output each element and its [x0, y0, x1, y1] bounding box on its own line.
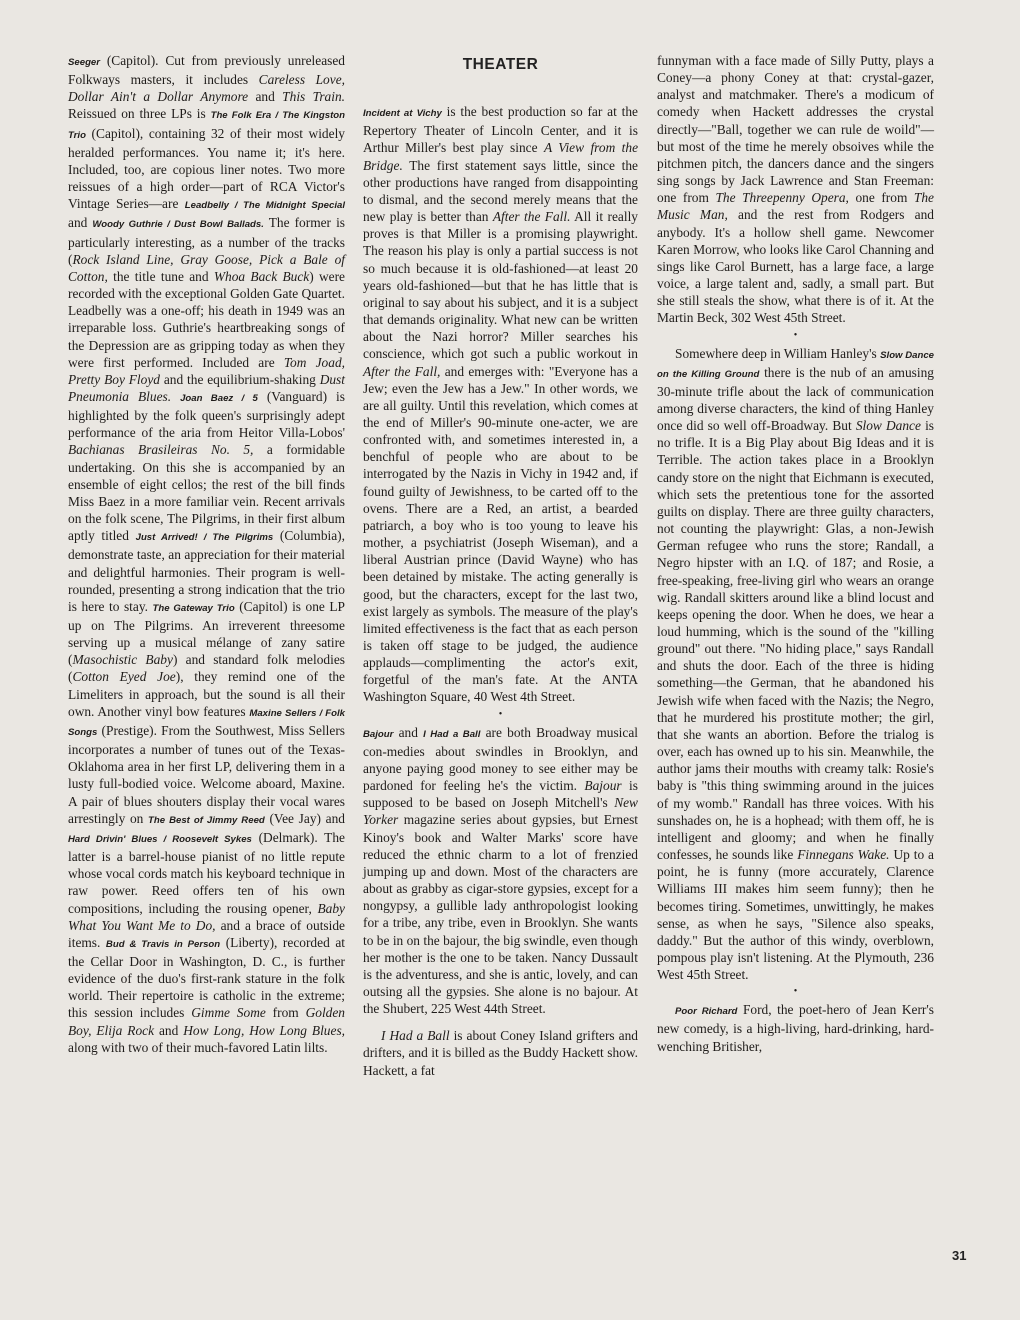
page-number: 31	[952, 1248, 967, 1263]
body-text: are both Broadway musical con-medies about swindles in Brooklyn, and anyone paying good money to see either may be pardoned for feeling he's the victim.	[363, 724, 639, 794]
body-text: is the best production so far at the Repertory Theater of Lincoln Center, and it is Arthur Miller's best play since	[363, 104, 638, 156]
work-title-label: Maxine Sellers / Folk Songs	[68, 707, 345, 738]
body-text	[171, 389, 180, 404]
italic-title: A View from the Bridge.	[363, 140, 639, 173]
body-text: (Vee Jay) and	[264, 810, 345, 826]
body-text: (Prestige). From the Southwest, Miss Sellers incorporates a number of tunes out of the Texas-Oklahoma area in her first LP, delivering them in a lusty full-bodied voice. Welcome aboard, Maxine. A pair of blues shouters display their vocal wares arrestingly on	[68, 722, 345, 826]
body-text: ) were recorded with the exceptional Golden Gate Quartet. Leadbelly was a one-off; his death in 1949 was an irreparable loss. Guthrie's heartbreaking songs of the Depression are as gripping today as when they were first performed. Included are	[68, 268, 346, 370]
italic-title: Careless Love, Dollar Ain't a Dollar Anymore	[68, 72, 345, 105]
italic-title: Bachianas Brasileiras No. 5,	[68, 442, 254, 458]
body-text: (Capitol) is one LP up on The Pilgrims. An irreverent threesome serving up a musical mélange of zany satire (	[68, 598, 346, 668]
italic-title: Slow Dance	[855, 418, 921, 434]
italic-title: After the Fall,	[363, 363, 441, 379]
work-title-label: The Gateway Trio	[152, 602, 235, 614]
work-title-label: The Best of Jimmy Reed	[148, 814, 265, 826]
italic-title: Gimme Some	[191, 1005, 266, 1021]
separator-dot: •	[793, 329, 798, 341]
i-had-a-ball-review	[363, 1027, 638, 1078]
italic-title: Bajour	[584, 778, 622, 794]
separator-dot: •	[498, 708, 503, 720]
body-text: The former is particularly interesting, as a number of the tracks (	[68, 215, 346, 267]
poor-richard-review	[657, 1001, 934, 1054]
body-text: (Delmark). The latter is a barrel-house pianist of no little repute whose vocal cords match his keyboard technique in raw power. Reed offers ten of his own compositions, including the rousing opener,	[68, 829, 345, 916]
body-text: and	[154, 1022, 184, 1038]
body-text: The first statement says little, since the other productions have ranged from disappointing to dismal, and the second merely means that the new play is better than	[363, 157, 638, 225]
italic-title: Whoa Back Buck	[213, 268, 310, 284]
column-middle	[363, 52, 638, 1079]
italic-title: Dust Pneumonia Blues.	[68, 371, 345, 404]
italic-title: How Long, How Long Blues,	[183, 1022, 346, 1038]
body-text: a formidable undertaking. On this she is accompanied by an ensemble of eight cellos; the rest of the bill finds Miss Baez in a more familiar vein. Recent arrivals on the folk scene, The Pilgrims, in their first album aptly titled	[68, 442, 345, 544]
body-text: (Columbia), demonstrate taste, an appreciation for their material and delightful harmonies. Their program is well-rounded, presenting a strong indication that the trio is here to stay.	[68, 528, 345, 614]
work-title-label: The Folk Era / The Kingston Trio	[68, 110, 345, 141]
body-text: ) and standard folk melodies (	[68, 652, 345, 685]
work-title-label: Hard Drivin' Blues / Roosevelt Sykes	[68, 833, 252, 845]
body-text: one from	[848, 190, 914, 206]
work-title-label: Bud & Travis in Person	[105, 938, 221, 950]
slow-dance-review	[657, 345, 934, 984]
body-text: is no trifle. It is a Big Play about Big Ideas and it is Terrible. The action takes place in a Brooklyn candy store on the night that Eichmann is executed, which sets the pretentious tone for the assorted guilts on display. There are three guilty characters, not counting the playwright: Glas, a non-Jewish German refugee who runs the store; Randall, a Negro hipster with an I.Q. of 187; and Rosie, a free-speaking, free-living girl who wears an orange wig. Randall skitters around like a blind locust and keeps opening the door. When he does, we hear a loud humming, which is the sound of the "killing ground" out there. "No hiding place," says Randall and shuts the door. Each of the three is hiding something—the German, that he abandoned his Jewish wife when faced with the Nazis; the Negro, that he murdered his prostitute mother; the girl, that she wants an abortion. Before the trialog is over, each has owned up to his sin. Meanwhile, the author jams their mouths with creamy talk: Rosie's baby is "this thing swimming around in the juices of my womb." Randall has three voices. With his sunshades on, he is a hophead; with them off, he is intelligent and gloomy; and when he finally confesses, he sounds like	[657, 418, 934, 863]
body-text: ), they remind one of the Limeliters in approach, but the sound is all their own. Another vinyl bow features	[68, 669, 345, 719]
work-title-label: Poor Richard	[675, 1006, 738, 1018]
body-text: Somewhere deep in William Hanley's	[675, 345, 881, 361]
body-text: and a brace of outside items.	[68, 917, 345, 950]
body-text: the title tune and	[107, 268, 214, 284]
column-right	[657, 52, 934, 1055]
body-text: (Capitol), containing 32 of their most widely heralded performances. You name it; it's here. Included, too, are copious liner notes. Two more reissues of a high order—part of RCA Victor's Vintage Series—are	[68, 125, 345, 212]
body-text: Reissued on three LPs is	[68, 106, 211, 122]
italic-title: New Yorker	[363, 795, 638, 828]
body-text: (Vanguard) is highlighted by the folk queen's surprisingly adept performance of the aria from Heitor Villa-Lobos'	[68, 388, 345, 441]
body-text: (Capitol). Cut from previously unreleased Folkways masters, it includes	[68, 53, 345, 88]
incident-at-vichy-review	[363, 103, 638, 705]
work-title-label: Leadbelly / The Midnight Special	[184, 200, 345, 212]
italic-title: After the Fall.	[492, 209, 571, 225]
italic-title: Baby What You Want Me to Do,	[68, 900, 345, 933]
italic-title: The Threepenny Opera,	[715, 190, 849, 206]
body-text: Ford, the poet-hero of Jean Kerr's new comedy, is a high-living, hard-drinking, hard-wenching Britisher,	[657, 1002, 934, 1054]
work-title-label: Seeger	[68, 57, 100, 68]
work-title-label: Slow Dance on the Killing Ground	[657, 349, 934, 380]
italic-title: The Music Man,	[657, 190, 934, 223]
italic-title: Golden Boy, Elija Rock	[68, 1005, 345, 1038]
body-text: Up to a point, he is funny (more accurately, Clarence Williams III makes him seem funny); then he becomes tiring. Sometimes, unwittingly, he makes sense, as when he says, "Silence also speaks, daddy." But the author of this windy, overblown, pompous play isn't listening. At the Plymouth, 236 West 45th Street.	[657, 847, 934, 983]
body-text: and	[248, 89, 283, 105]
italic-title: Masochistic Baby	[72, 652, 173, 668]
body-text: (Liberty), recorded at the Cellar Door in Washington, D. C., is further evidence of the duo's first-rank stature in the folk world. Their repertoire is catholic in the extreme; this session includes	[68, 934, 345, 1021]
i-had-a-ball-review-continued	[657, 52, 934, 327]
body-text: magazine series about gypsies, but Ernest Kinoy's book and Walter Marks' score have reduced the ethnic charm to a lot of frenzied jumping up and down. Most of the characters are about as grabby as cigar-store gypsies, except for a nongypsy, a gullible lady anthropologist looking for a tribe, any tribe, even in Brooklyn. She wants to be in on the bajour, the big swindle, even though her mother is the one to be taken. Nancy Dussault is the adventuress, and she is antic, lovely, and can outsing all the gypsies. She alone is no bajour. At the Shubert, 225 West 44th Street.	[363, 812, 638, 1017]
body-text: All it really proves is that Miller is a promising playwright. The reason his play is only a partial success is not so much because it is old-fashioned—at least 20 years old-fashioned—but that he has little that is original to say about his subject, and it is a subject that demands originality. What new can be written about the Nazi horror? Miller searches his conscience, which got such a public workout in	[363, 209, 638, 362]
italic-title: This Train.	[282, 89, 345, 105]
work-title-label: Bajour	[363, 728, 394, 740]
italic-title: Cotton Eyed Joe	[72, 669, 176, 685]
body-text: and	[68, 215, 93, 231]
body-text: is about Coney Island grifters and drifters, and it is billed as the Buddy Hackett show. Hackett, a fat	[363, 1028, 638, 1078]
bajour-review	[363, 724, 638, 1018]
section-heading: THEATER	[462, 56, 539, 73]
body-text: is supposed to be based on Joseph Mitchell's	[363, 778, 638, 811]
work-title-label: Incident at Vichy	[363, 108, 442, 120]
body-text: from	[265, 1005, 306, 1021]
work-title-label: I Had a Ball	[423, 728, 481, 740]
work-title-label: Just Arrived! / The Pilgrims	[135, 532, 274, 544]
body-text: funnyman with a face made of Silly Putty, plays a Coney—a phony Coney at that: crystal-gazer, analyst and matchmaker. There's a modicum of comedy when Hackett addresses the crystal directly—"Ball, together we can rule de woild"—but most of the time he merely obsoives while the pitchmen pitch, the dancers dance and the singers sing songs by Jack Lawrence and Stan Freeman: one from	[657, 53, 934, 206]
body-text: and	[393, 724, 424, 740]
italic-title: Finnegans Wake.	[797, 847, 890, 863]
body-text: and the rest from Rodgers and anybody. It's a hollow shell game. Newcomer Karen Morrow, who looks like Carol Channing and sings like Carol Burnett, has a large face, a large voice, a large talent and, sadly, a small part. But she still steals the show, what there is of it. At the Martin Beck, 302 West 45th Street.	[657, 207, 934, 326]
italic-title: Rock Island Line, Gray Goose, Pick a Bale of Cotton,	[68, 251, 345, 284]
records-review-paragraph	[68, 52, 345, 1056]
italic-title: Tom Joad, Pretty Boy Floyd	[68, 354, 345, 387]
separator-dot: •	[793, 986, 798, 998]
column-left	[68, 52, 345, 1056]
work-title-label: Woody Guthrie / Dust Bowl Ballads.	[92, 219, 264, 231]
work-title-label: Joan Baez / 5	[180, 392, 258, 404]
body-text: and the equilibrium-shaking	[159, 371, 320, 387]
italic-title: I Had a Ball	[381, 1028, 450, 1044]
body-text: and emerges with: "Everyone has a Jew; even the Jew has a Jew." In other words, we are all guilty. Until this revelation, which comes at the end of Miller's 90-minute one-acter, we are confronted with, and sometimes interested in, a benchful of people who are about to be interrogated by the Nazis in Vichy in 1942 and, if found guilty of Jewishness, to be carted off to the ovens. There are a Red, an artist, a bearded patriarch, a boy who is too young to leave his mother, a psychiatrist (Joseph Wiseman), and a liberal Austrian prince (David Wayne) who has been detained by mistake. The acting generally is good, but the characters, except for the last two, exist largely as symbols. The measure of the play's limited effectiveness is the fact that as each person is taken off stage to be judged, the audience applauds—complimenting the actor's exit, forgetful of the man's fate. At the ANTA Washington Square, 40 West 4th Street.	[363, 363, 638, 705]
body-text: there is the nub of an amusing 30-minute trifle about the lack of communication among diverse characters, the kind of thing Hanley once did so well off-Broadway. But	[657, 364, 934, 434]
body-text: along with two of their much-favored Latin lilts.	[68, 1039, 328, 1055]
